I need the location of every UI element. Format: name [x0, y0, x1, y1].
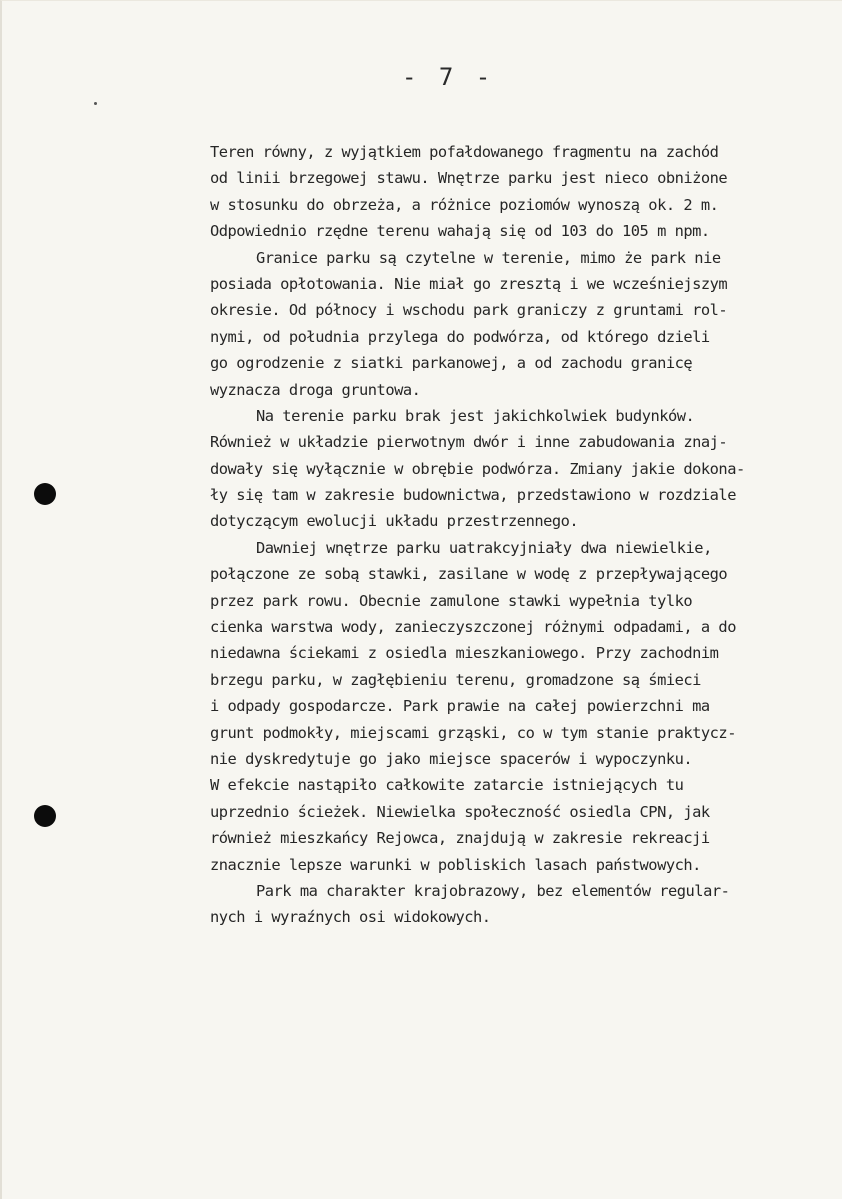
- text-line: nie dyskredytuje go jako miejsce spacerów i wypoczynku.: [210, 749, 693, 768]
- text-line: okresie. Od północy i wschodu park graniczy z gruntami rol-: [210, 301, 728, 320]
- text-line: również mieszkańcy Rejowca, znajdują w zakresie rekreacji: [210, 829, 710, 848]
- body-text: [210, 139, 840, 931]
- binder-hole-top: [34, 483, 56, 505]
- text-line: Na terenie parku brak jest jakichkolwiek budynków.: [256, 406, 695, 425]
- text-line: Odpowiednio rzędne terenu wahają się od 103 do 105 m npm.: [210, 222, 710, 241]
- text-line: niedawna ściekami z osiedla mieszkaniowego. Przy zachodnim: [210, 644, 719, 663]
- text-line: nych i wyraźnych osi widokowych.: [210, 908, 491, 927]
- text-line: dotyczącym ewolucji układu przestrzennego.: [210, 512, 579, 531]
- text-line: brzegu parku, w zagłębieniu terenu, gromadzone są śmieci: [210, 670, 701, 689]
- text-line: od linii brzegowej stawu. Wnętrze parku jest nieco obniżone: [210, 169, 728, 188]
- text-line: nymi, od południa przylega do podwórza, od którego dzieli: [210, 327, 710, 346]
- binder-hole-bottom: [34, 805, 56, 827]
- text-line: posiada opłotowania. Nie miał go zresztą i we wcześniejszym: [210, 274, 728, 293]
- paper-speck: [94, 102, 97, 105]
- page-number: - 7 -: [402, 63, 495, 91]
- text-line: Również w układzie pierwotnym dwór i inne zabudowania znaj-: [210, 433, 728, 452]
- text-line: Teren równy, z wyjątkiem pofałdowanego fragmentu na zachód: [210, 143, 719, 161]
- text-line: połączone ze sobą stawki, zasilane w wodę z przepływającego: [210, 565, 728, 584]
- text-line: grunt podmokły, miejscami grząski, co w tym stanie praktycz-: [210, 723, 736, 742]
- text-line: wyznacza droga gruntowa.: [210, 380, 421, 399]
- text-line: Dawniej wnętrze parku uatrakcyjniały dwa niewielkie,: [256, 538, 712, 557]
- text-line: uprzednio ścieżek. Niewielka społeczność osiedla CPN, jak: [210, 802, 710, 821]
- text-line: cienka warstwa wody, zanieczyszczonej różnymi odpadami, a do: [210, 618, 736, 637]
- text-line: Granice parku są czytelne w terenie, mimo że park nie: [256, 248, 721, 267]
- text-line: ły się tam w zakresie budownictwa, przedstawiono w rozdziale: [210, 486, 736, 505]
- text-line: znacznie lepsze warunki w pobliskich lasach państwowych.: [210, 855, 701, 874]
- text-line: i odpady gospodarcze. Park prawie na całej powierzchni ma: [210, 697, 710, 716]
- text-line: Park ma charakter krajobrazowy, bez elementów regular-: [256, 881, 730, 900]
- text-line: dowały się wyłącznie w obrębie podwórza. Zmiany jakie dokona-: [210, 459, 745, 478]
- text-line: przez park rowu. Obecnie zamulone stawki wypełnia tylko: [210, 591, 693, 610]
- text-line: w stosunku do obrzeża, a różnice poziomów wynoszą ok. 2 m.: [210, 195, 719, 214]
- text-line: go ogrodzenie z siatki parkanowej, a od zachodu granicę: [210, 354, 693, 373]
- text-line: W efekcie nastąpiło całkowite zatarcie istniejących tu: [210, 776, 684, 795]
